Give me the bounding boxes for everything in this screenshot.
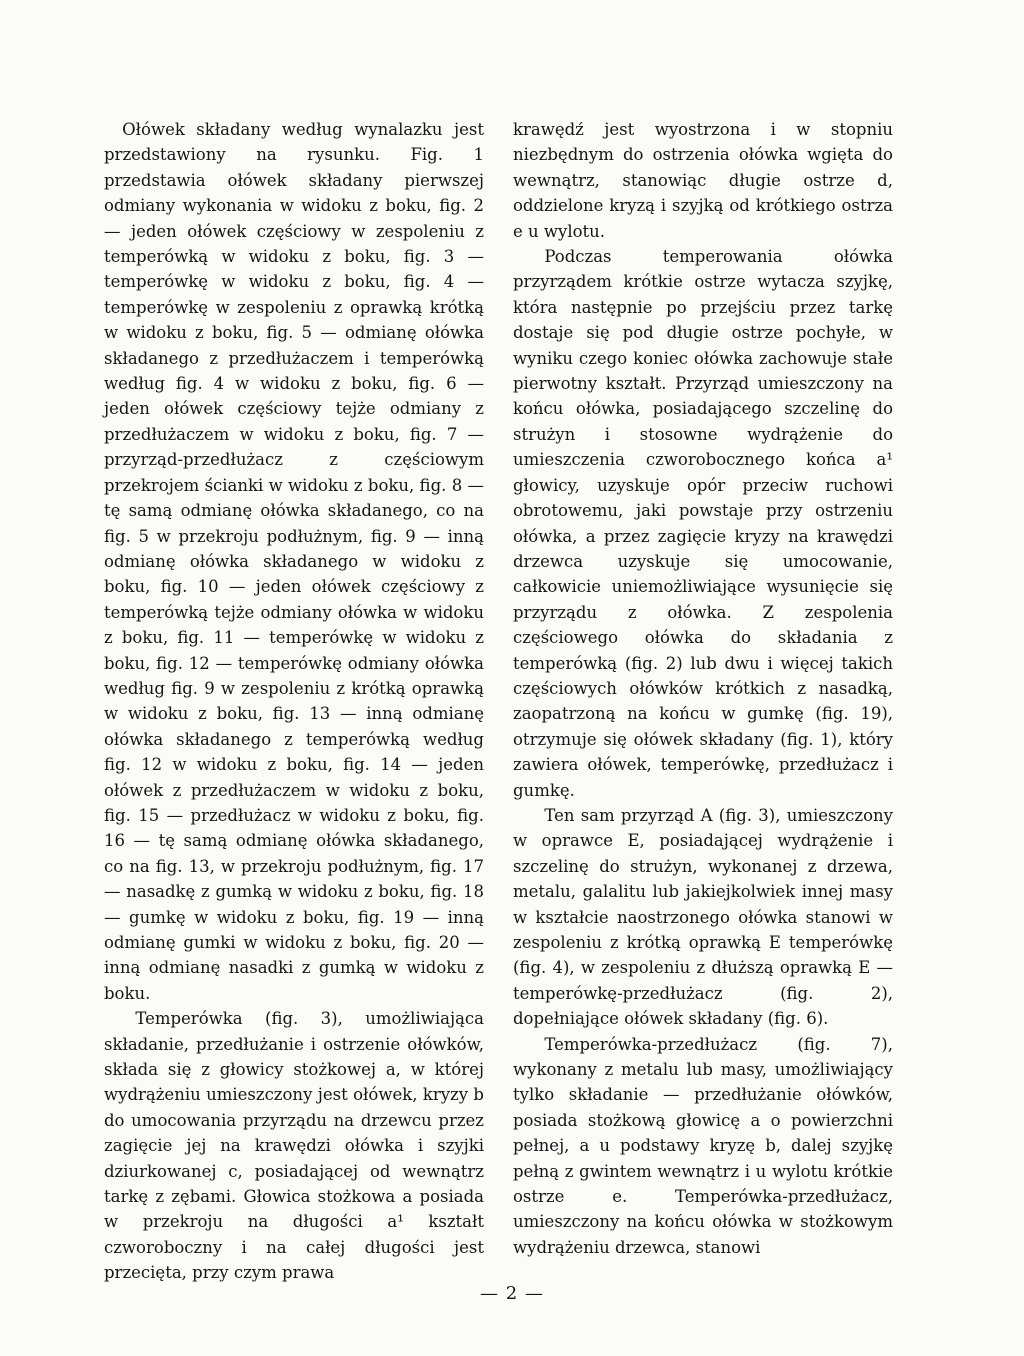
paragraph: Temperówka (fig. 3), umożliwiająca składanie, przedłużanie i ostrzenie ołówków, składa się z głowicy stożkowej a, w której wydrążeniu umieszczony jest ołówek, kryzy b do umocowania przyrządu na drzewcu przez zagięcie jej na krawędzi ołówka i szyjki dziurkowanej c, posiadającej od wewnątrz tarkę z zębami. Głowica stożkowa a posiada w przekroju na długości a¹ kształt czworoboczny i na całej długości jest przecięta, przy czym prawa <box>104 1009 484 1283</box>
paragraph: Podczas temperowania ołówka przyrządem krótkie ostrze wytacza szyjkę, która następnie po przejściu przez tarkę dostaje się pod długie ostrze pochyłe, w wyniku czego koniec ołówka zachowuje stałe pierwotny kształt. Przyrząd umieszczony na końcu ołówka, posiadającego szczelinę do strużyn i stosowne wydrążenie do umieszczenia czworobocznego końca a¹ głowicy, uzyskuje opór przeciw ruchowi obrotowemu, jaki powstaje przy ostrzeniu ołówka, a przez zagięcie kryzy na krawędzi drzewca uzyskuje się umocowanie, całkowicie uniemożliwiające wysunięcie się przyrządu z ołówka. Z zespolenia częściowego ołówka do składania z temperówką (fig. 2) lub dwu i więcej takich częściowych ołówków krótkich z nasadką, zaopatrzoną na końcu w gumkę (fig. 19), otrzymuje się ołówek składany (fig. 1), który zawiera ołówek, temperówkę, przedłużacz i gumkę. <box>513 247 893 800</box>
paragraph: krawędź jest wyostrzona i w stopniu niezbędnym do ostrzenia ołówka wgięta do wewnątrz, stanowiąc długie ostrze d, oddzielone kryzą i szyjką od krótkiego ostrza e u wylotu. <box>513 120 893 241</box>
right-text-column <box>513 117 893 1260</box>
paragraph: Temperówka-przedłużacz (fig. 7), wykonany z metalu lub masy, umożliwiający tylko składanie — przedłużanie ołówków, posiada stożkową głowicę a o powierzchni pełnej, a u podstawy kryzę b, dalej szyjkę pełną z gwintem wewnątrz i u wylotu krótkie ostrze e. Temperówka-przedłużacz, umieszczony na końcu ołówka w stożkowym wydrążeniu drzewca, stanowi <box>513 1034 893 1257</box>
left-text-column <box>104 117 484 1286</box>
paragraph: Ten sam przyrząd A (fig. 3), umieszczony w oprawce E, posiadającej wydrążenie i szczelinę do strużyn, wykonanej z drzewa, metalu, galalitu lub jakiejkolwiek innej masy w kształcie naostrzonego ołówka stanowi w zespoleniu z krótką oprawką E temperówkę (fig. 4), w zespoleniu z dłuższą oprawką E — temperówkę-przedłużacz (fig. 2), dopełniające ołówek składany (fig. 6). <box>513 805 893 1029</box>
page-number: — 2 — <box>480 1283 544 1304</box>
paragraph: Ołówek składany według wynalazku jest przedstawiony na rysunku. Fig. 1 przedstawia ołówek składany pierwszej odmiany wykonania w widoku z boku, fig. 2 — jeden ołówek częściowy w zespoleniu z temperówką w widoku z boku, fig. 3 — temperówkę w widoku z boku, fig. 4 — temperówkę w zespoleniu z oprawką krótką w widoku z boku, fig. 5 — odmianę ołówka składanego z przedłużaczem i temperówką według fig. 4 w widoku z boku, fig. 6 — jeden ołówek częściowy tejże odmiany z przedłużaczem w widoku z boku, fig. 7 — przyrząd-przedłużacz z częściowym przekrojem ścianki w widoku z boku, fig. 8 — tę samą odmianę ołówka składanego, co na fig. 5 w przekroju podłużnym, fig. 9 — inną odmianę ołówka składanego w widoku z boku, fig. 10 — jeden ołówek częściowy z temperówką tejże odmiany ołówka w widoku z boku, fig. 11 — temperówkę w widoku z boku, fig. 12 — temperówkę odmiany ołówka według fig. 9 w zespoleniu z krótką oprawką w widoku z boku, fig. 13 — inną odmianę ołówka składanego z temperówką według fig. 12 w widoku z boku, fig. 14 — jeden ołówek z przedłużaczem w widoku z boku, fig. 15 — przedłużacz w widoku z boku, fig. 16 — tę samą odmianę ołówka składanego, co na fig. 13, w przekroju podłużnym, fig. 17 — nasadkę z gumką w widoku z boku, fig. 18 — gumkę w widoku z boku, fig. 19 — inną odmianę gumki w widoku z boku, fig. 20 — inną odmianę nasadki z gumką w widoku z boku. <box>104 120 484 1003</box>
